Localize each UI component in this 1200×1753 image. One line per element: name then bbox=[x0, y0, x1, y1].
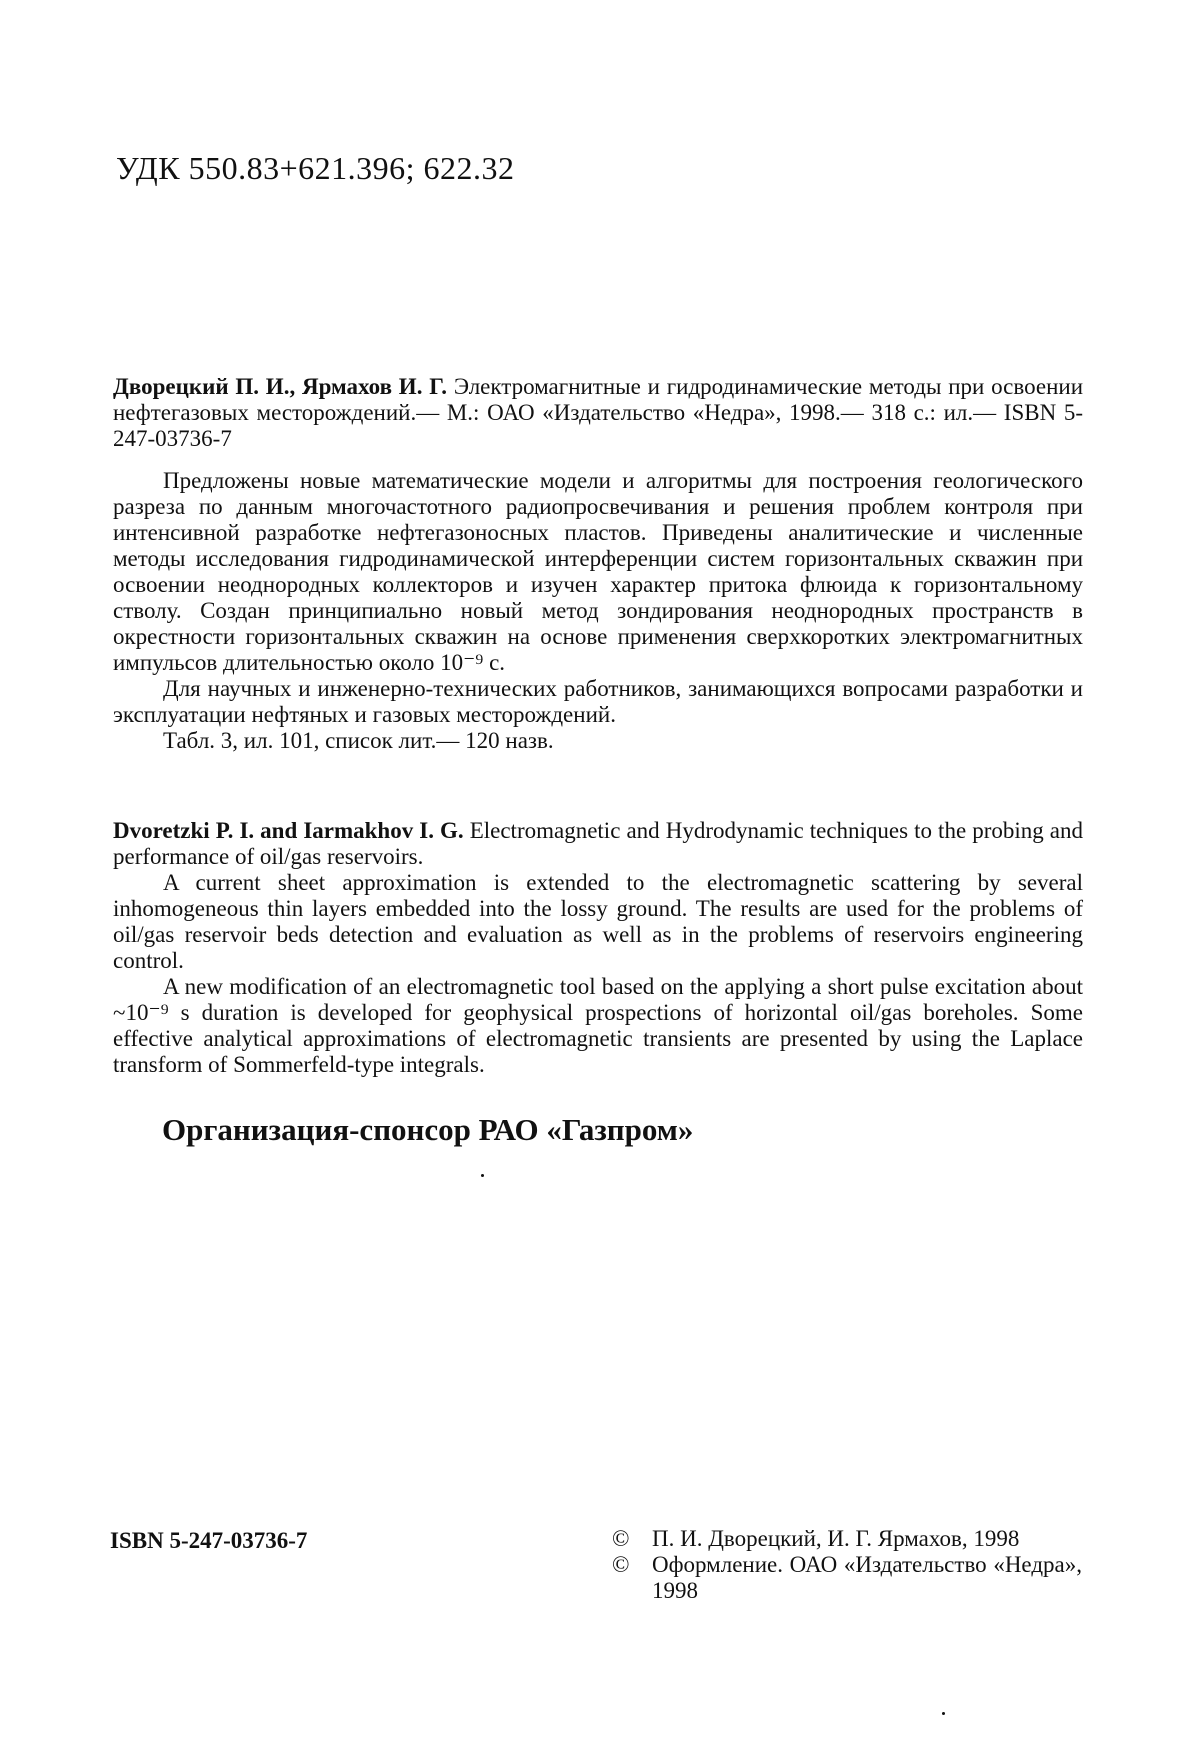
copyright-item-authors bbox=[612, 1526, 1082, 1552]
copyright-text: П. И. Дворецкий, И. Г. Ярмахов, 1998 bbox=[652, 1526, 1020, 1551]
ru-abstract-paragraph-2: Для научных и инженерно-технических работников, занимающихся вопросами разработки и эксплуатации нефтяных и газовых месторождений. bbox=[113, 676, 1083, 727]
ru-abstract-paragraph-3: Табл. 3, ил. 101, список лит.— 120 назв. bbox=[163, 728, 554, 753]
en-bibliographic-citation bbox=[113, 818, 1083, 870]
copyright-icon: © bbox=[612, 1526, 630, 1551]
ru-authors: Дворецкий П. И., Ярмахов И. Г. bbox=[113, 374, 448, 399]
scan-speck bbox=[942, 1712, 945, 1715]
isbn-number: ISBN 5-247-03736-7 bbox=[110, 1528, 308, 1553]
sponsor-line: Организация-спонсор РАО «Газпром» bbox=[162, 1112, 694, 1147]
copyright-text: Оформление. ОАО «Издательство «Недра», 1998 bbox=[652, 1552, 1082, 1603]
ru-citation-text: Электромагнитные и гидродинамические методы при освоении нефтегазовых месторождений.— М.: ОАО «Издательство «Недра», 1998.— 318 с.: ил.— ISBN 5-247-03736-7 bbox=[113, 374, 1084, 451]
en-abstract-paragraph-1: A current sheet approximation is extended to the electromagnetic scattering by several inhomogeneous thin layers embedded into the lossy ground. The results are used for the problems of oil/gas reservoir beds detection and evaluation as well as in the problems of reservoirs engineering control. bbox=[113, 870, 1083, 973]
en-abstract bbox=[113, 870, 1083, 1078]
ru-bibliographic-citation bbox=[113, 374, 1083, 452]
ru-abstract-paragraph-1: Предложены новые математические модели и алгоритмы для построения геологического разреза по данным многочастотного радиопросвечивания и решения проблем контроля при интенсивной разработке нефтегазоносных пластов. Приведены аналитические и численные методы исследования гидродинамической интерференции систем горизонтальных скважин при освоении неоднородных коллекторов и изучен характер притока флюида к горизонтальному стволу. Создан принципиально новый метод зондирования неоднородных пространств в окрестности горизонтальных скважин на основе применения сверхкоротких электромагнитных импульсов длительностью около 10⁻⁹ с. bbox=[113, 468, 1083, 675]
copyright-notices bbox=[612, 1526, 1082, 1604]
en-abstract-paragraph-2: A new modification of an electromagnetic tool based on the applying a short pulse excitation about ~10⁻⁹ s duration is developed for geophysical prospections of horizontal oil/gas boreholes. Some effective analytical approximations of electromagnetic transients are presented by using the Laplace transform of Sommerfeld-type integrals. bbox=[113, 974, 1083, 1077]
ru-abstract bbox=[113, 468, 1083, 754]
en-citation-text: Electromagnetic and Hydrodynamic techniques to the probing and performance of oil/gas reservoirs. bbox=[113, 818, 1084, 869]
copyright-item-publisher bbox=[612, 1552, 1082, 1604]
copyright-icon: © bbox=[612, 1552, 630, 1577]
scan-speck bbox=[481, 1174, 484, 1177]
en-authors: Dvoretzki P. I. and Iarmakhov I. G. bbox=[113, 818, 464, 843]
udk-classification: УДК 550.83+621.396; 622.32 bbox=[116, 150, 515, 186]
